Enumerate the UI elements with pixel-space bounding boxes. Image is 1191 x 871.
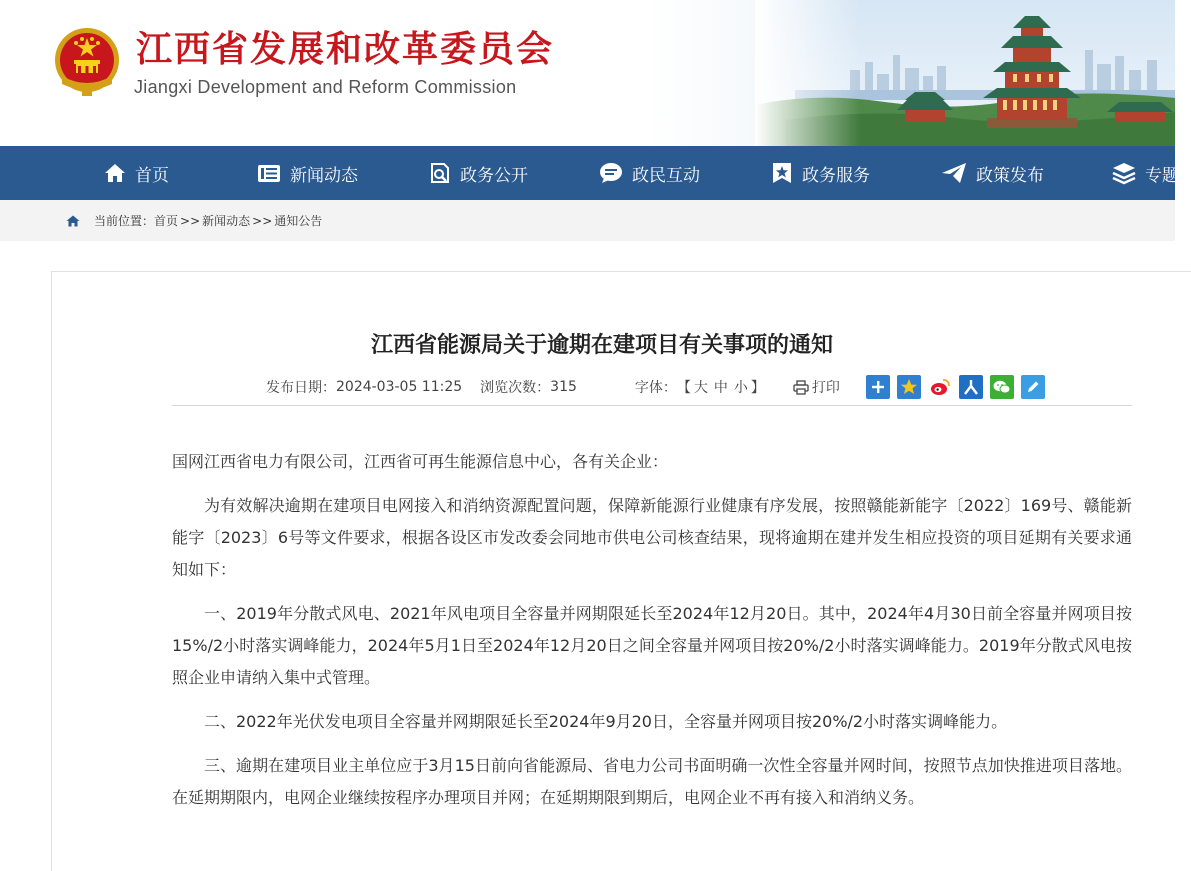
chat-icon (599, 162, 623, 184)
font-size-medium-button[interactable]: 中 (713, 380, 728, 396)
nav-item-label: 专题 (1145, 165, 1179, 186)
national-emblem-icon (52, 26, 122, 98)
article-paragraph: 为有效解决逾期在建项目电网接入和消纳资源配置问题，保障新能源行业健康有序发展，按照赣能新能字〔2022〕169号、赣能新能字〔2023〕6号等文件要求，根据各设区市发改委会同地市供电公司核查结果，现将逾期在建并发生相应投资的项目延期有关要求通知如下： (172, 496, 1132, 579)
breadcrumb-prefix: 当前位置： (94, 214, 155, 228)
nav-item-news[interactable] (257, 146, 358, 200)
publish-date-value: 2024-03-05 11:25 (336, 379, 463, 395)
layers-icon (1112, 162, 1136, 184)
font-bracket-close: 】 (750, 380, 765, 396)
article-paragraph: 二、2022年光伏发电项目全容量并网期限延长至2024年9月20日，全容量并网项目按20%/2小时落实调峰能力。 (204, 712, 1008, 731)
nav-item-policy[interactable] (941, 146, 1044, 200)
site-title: 江西省发展和改革委员会 (136, 29, 555, 70)
share-plus-icon[interactable] (866, 375, 890, 399)
nav-item-label: 政务公开 (460, 165, 528, 186)
share-buttons (866, 375, 1052, 399)
font-size-label: 字体： (634, 380, 677, 396)
publish-date-label: 发布日期： (266, 380, 336, 396)
home-icon (104, 163, 126, 183)
font-bracket-open: 【 (676, 380, 691, 396)
news-icon (257, 163, 281, 183)
article-title: 江西省能源局关于逾期在建项目有关事项的通知 (370, 333, 833, 358)
breadcrumb-link-home[interactable]: 首页 (154, 214, 179, 228)
article-meta (266, 372, 1052, 402)
wechat-icon[interactable] (990, 375, 1014, 399)
view-count-label: 浏览次数： (480, 380, 551, 396)
font-size-small-button[interactable]: 小 (733, 380, 748, 396)
nav-item-gov-affairs[interactable] (429, 146, 528, 200)
nav-item-label: 新闻动态 (290, 165, 358, 186)
breadcrumb-link-notices[interactable]: 通知公告 (274, 214, 323, 228)
weibo-icon[interactable] (928, 375, 952, 399)
nav-item-label: 首页 (135, 165, 169, 186)
skyline-banner-image (755, 0, 1175, 146)
paper-plane-icon (941, 162, 967, 184)
search-doc-icon (429, 162, 451, 184)
breadcrumb-link-news[interactable]: 新闻动态 (202, 214, 251, 228)
article-paragraph: 一、2019年分散式风电、2021年风电项目全容量并网期限延长至2024年12月20日。其中，2024年4月30日前全容量并网项目按15%/2小时落实调峰能力，2024年5月1日至2024年12月20日之间全容量并网项目按20%/2小时落实调峰能力。2019年分散式风电按照企业申请纳入集中式管理。 (172, 604, 1132, 687)
print-button[interactable] (793, 377, 840, 397)
article-content (172, 446, 1132, 826)
article-panel (51, 271, 1191, 871)
article-paragraph: 三、逾期在建项目业主单位应于3月15日前向省能源局、省电力公司书面明确一次性全容量并网时间，按照节点加快推进项目落地。在延期期限内，电网企业继续按程序办理项目并网；在延期期限到期后，电网企业不再有接入和消纳义务。 (172, 756, 1132, 807)
home-icon (66, 215, 80, 227)
nav-item-label: 政民互动 (632, 165, 700, 186)
font-size-large-button[interactable]: 大 (693, 380, 708, 396)
print-label: 打印 (811, 380, 840, 396)
printer-icon (793, 380, 809, 395)
breadcrumb-separator: >> (180, 213, 201, 228)
breadcrumb (66, 200, 322, 241)
breadcrumb-bar (0, 200, 1175, 241)
meta-divider (172, 405, 1132, 406)
view-count-value: 315 (550, 379, 577, 395)
site-header (0, 0, 1175, 146)
breadcrumb-separator: >> (252, 213, 273, 228)
pencil-icon[interactable] (1021, 375, 1045, 399)
nav-item-label: 政务服务 (802, 165, 870, 186)
nav-item-interaction[interactable] (599, 146, 700, 200)
qzone-star-icon[interactable] (897, 375, 921, 399)
site-title-english: Jiangxi Development and Reform Commission (134, 77, 517, 97)
renren-icon[interactable] (959, 375, 983, 399)
main-nav (0, 146, 1179, 200)
nav-item-home[interactable] (104, 146, 169, 200)
nav-item-label: 政策发布 (976, 165, 1044, 186)
bookmark-star-icon (771, 162, 793, 184)
nav-item-services[interactable] (771, 146, 870, 200)
nav-item-topics[interactable] (1112, 146, 1179, 200)
salutation-paragraph: 国网江西省电力有限公司，江西省可再生能源信息中心，各有关企业： (172, 452, 669, 471)
